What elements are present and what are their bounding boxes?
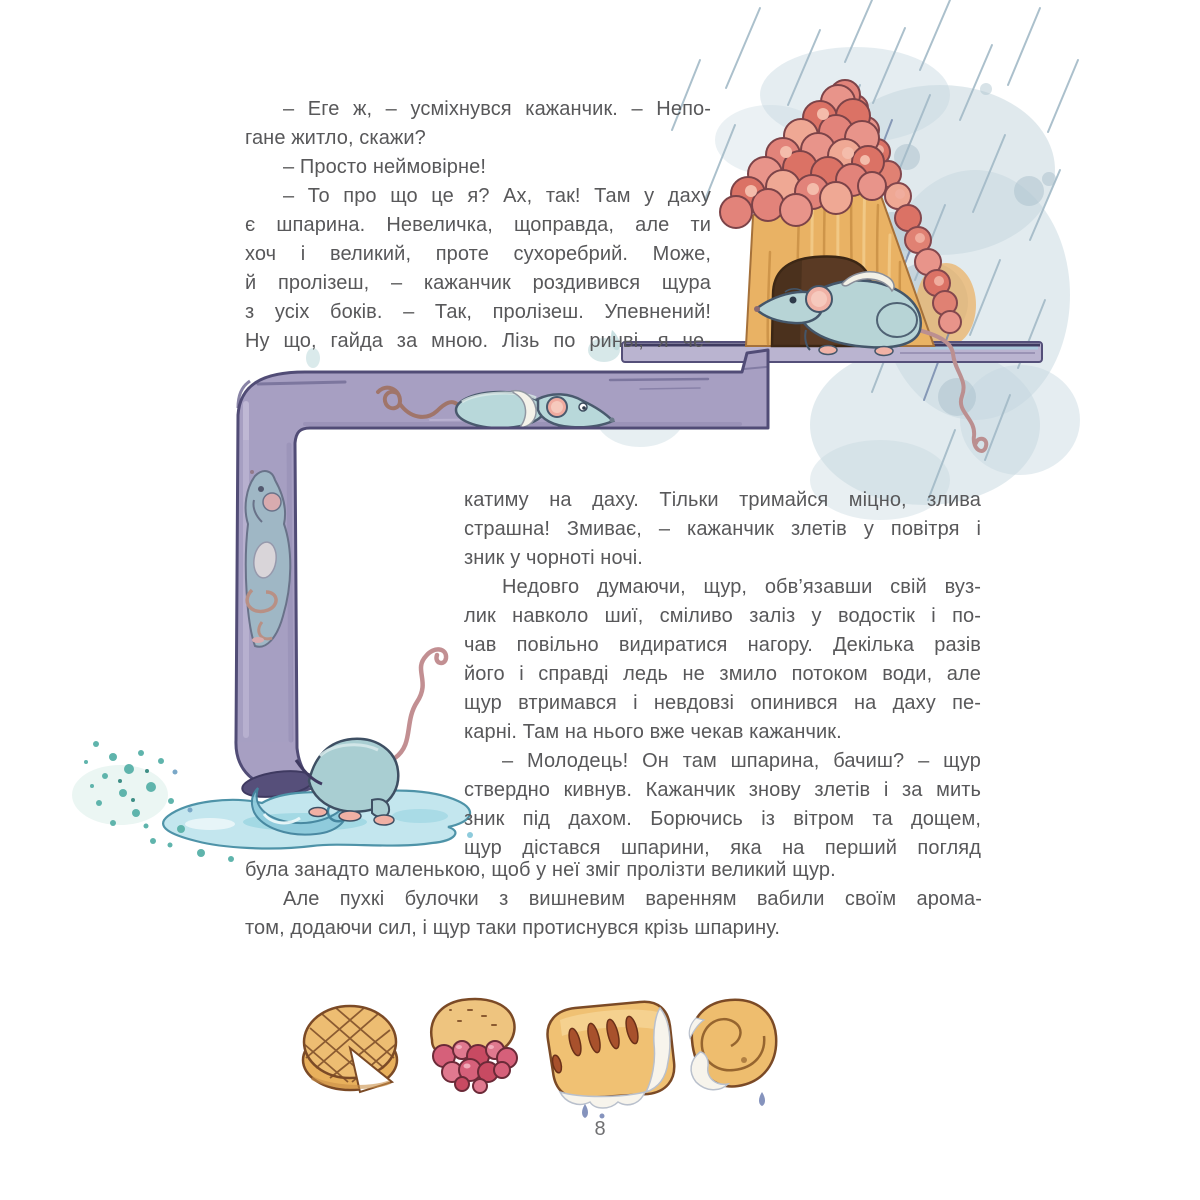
pastry-lattice-pie — [303, 1006, 397, 1092]
story-line: хоч і великий, проте сухоребрий. Може, — [245, 243, 711, 265]
story-line: катиму на даху. Тільки тримайся міцно, злива — [464, 489, 981, 511]
story-line: карні. Там на нього вже чекав кажанчик. — [464, 721, 842, 743]
story-line: – То про що це я? Ах, так! Там у даху — [283, 185, 711, 207]
story-line: щур дістався шпарини, яка на перший погляд — [464, 837, 981, 859]
pastries-row — [303, 999, 776, 1119]
story-line: страшна! Змиває, – кажанчик злетів у повітря і — [464, 518, 981, 540]
story-line: зник у чорноті ночі. — [464, 547, 643, 569]
story-text-bottom-block — [245, 856, 982, 943]
story-line: щур втримався і невдовзі опинився на даху пе- — [464, 692, 981, 714]
story-line: Але пухкі булочки з вишневим варенням вабили своїм арома- — [283, 888, 982, 910]
story-line: ствердно кивнув. Кажанчик знову злетів і за мить — [464, 779, 981, 801]
story-line: чав повільно видиратися нагору. Декілька разів — [464, 634, 981, 656]
story-line: – Просто неймовірне! — [283, 156, 487, 178]
story-line: том, додаючи сил, і щур таки протиснувся крізь шпарину. — [245, 917, 781, 939]
story-line: Ну що, гайда за мною. Лізь по ринві, я че- — [245, 330, 711, 352]
story-line: зник під дахом. Борючись із вітром та дощем, — [464, 808, 981, 830]
story-line: була занадто маленькою, щоб у неї зміг пролізти великий щур. — [245, 859, 836, 881]
story-line: є шпарина. Невеличка, щоправда, але ти — [245, 214, 711, 236]
story-line: – Еге ж, – усміхнувся кажанчик. – Непо- — [283, 98, 711, 120]
page-number: 8 — [594, 1118, 606, 1140]
story-line: й пролізеш, – кажанчик роздивився щура — [245, 272, 711, 294]
pastry-glazed-strudel — [548, 1002, 675, 1119]
story-line: гане житло, скажи? — [245, 127, 426, 149]
story-line: лик навколо шиї, сміливо заліз у водостік і по- — [464, 605, 981, 627]
rat-eye — [790, 297, 797, 304]
story-text-right-column — [464, 486, 981, 863]
story-line: – Молодець! Он там шпарина, бачиш? – щур — [502, 750, 981, 772]
outlet-rat-tail — [395, 649, 446, 758]
pastry-cherry-bun — [431, 999, 517, 1093]
story-text-left-column — [245, 95, 711, 356]
story-line: Недовго думаючи, щур, обв’язавши свій вуз- — [502, 576, 981, 598]
story-line: його і справді ледь не змило потоком води, але — [464, 663, 981, 685]
pastry-cinnamon-roll — [689, 1000, 776, 1106]
story-line: з усіх боків. – Так, пролізеш. Упевнений! — [245, 301, 711, 323]
